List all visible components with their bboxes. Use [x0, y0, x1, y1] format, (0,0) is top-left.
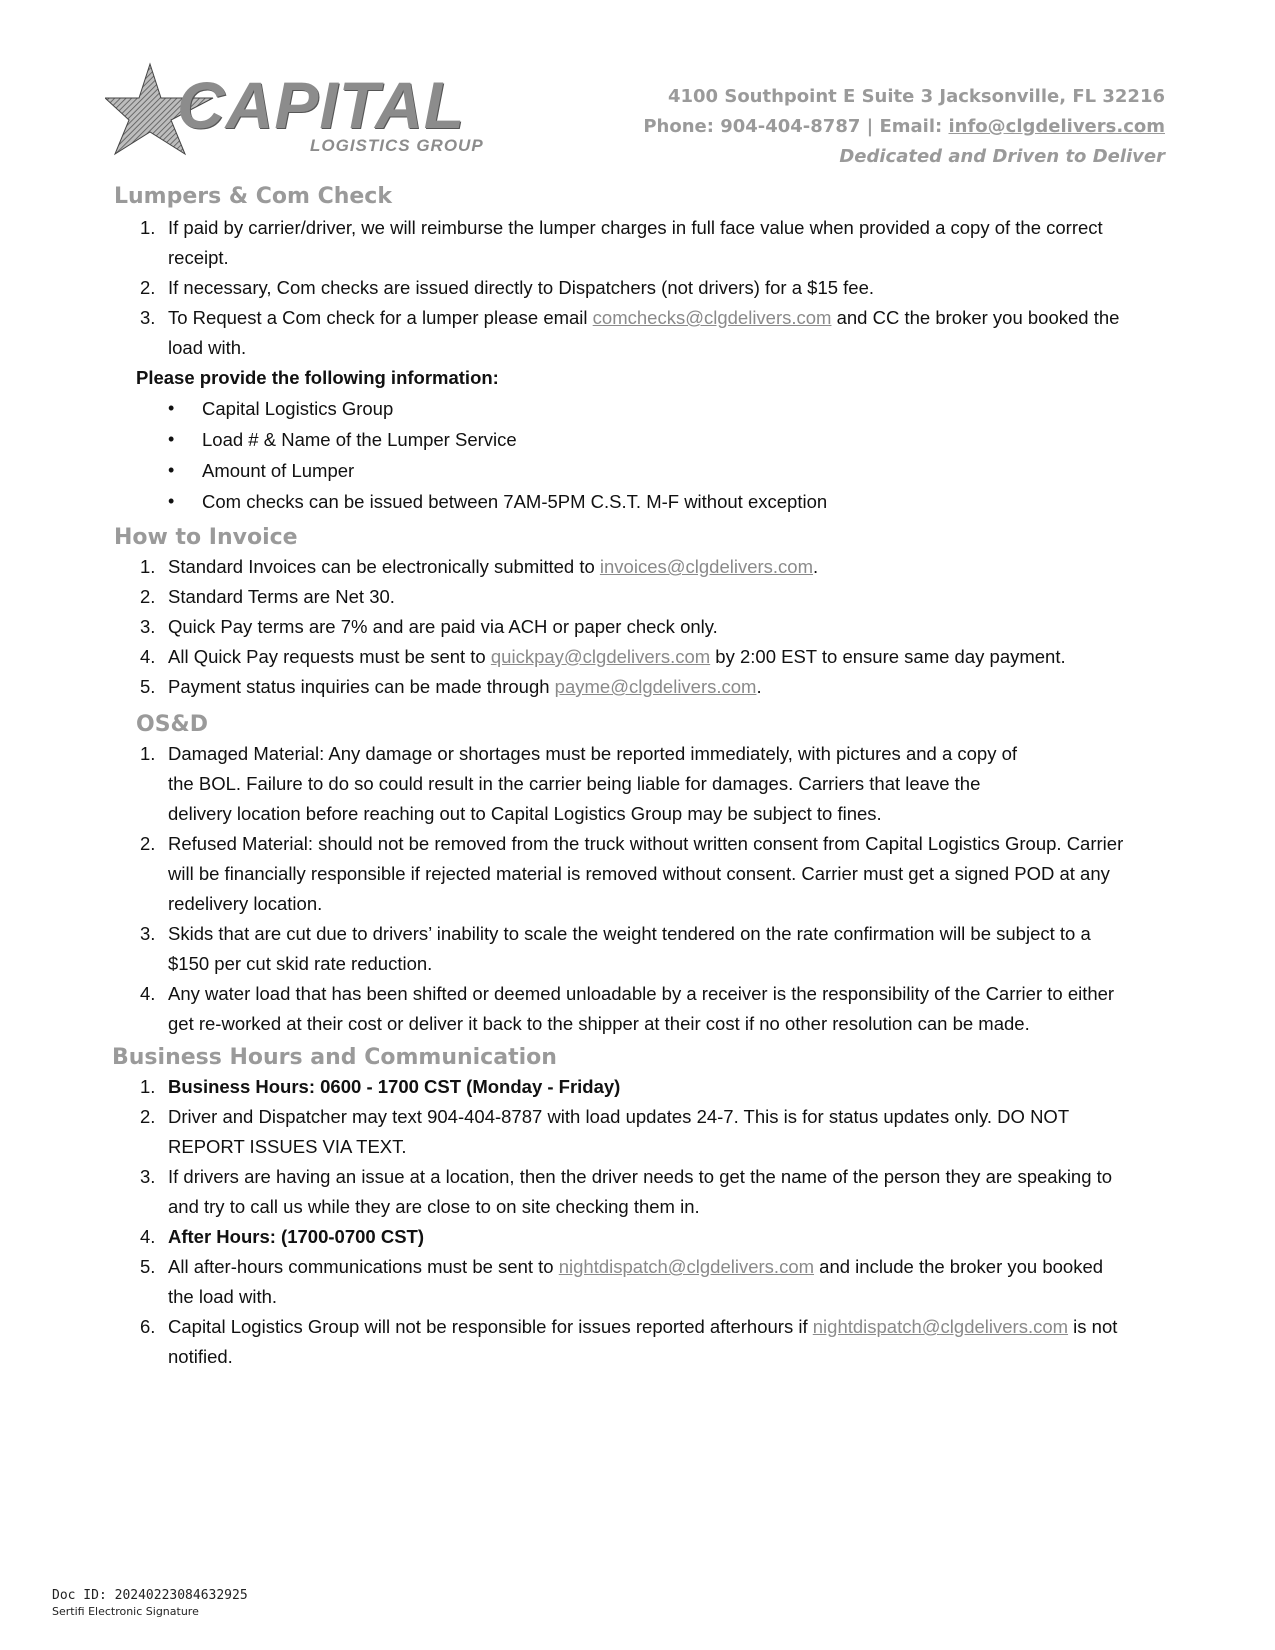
list-text: .: [756, 676, 762, 697]
list-text: Business Hours: 0600 - 1700 CST (Monday - Friday): [168, 1076, 621, 1097]
list-item: [0, 979, 1275, 1039]
list-item: [0, 672, 1275, 702]
list-text: Standard Invoices can be electronically submitted to: [168, 556, 600, 577]
list-text: Damaged Material: Any damage or shortages must be reported immediately, with pictures and a copy of the BOL. Failure to do so could result in the carrier being liable for damages. Carriers that leave the delivery location before reaching out to Capital Logistics Group may be subject to fines.: [168, 743, 1018, 824]
bullet-item: [0, 455, 1275, 486]
list-number: 2.: [140, 1106, 156, 1127]
section-title-lumpers: Lumpers & Com Check: [114, 184, 392, 209]
list-text: and CC the broker you booked the load with.: [168, 307, 1120, 358]
quickpay-email-link[interactable]: quickpay@clgdelivers.com: [490, 646, 711, 667]
info-subheading: Please provide the following information:: [136, 367, 499, 388]
list-text: If drivers are having an issue at a location, then the driver needs to get the name of the person they are speaking to and try to call us while they are close to on site checking them in.: [168, 1166, 1113, 1217]
nightdispatch-email-link[interactable]: nightdispatch@clgdelivers.com: [812, 1316, 1069, 1337]
list-text: If paid by carrier/driver, we will reimburse the lumper charges in full face value when provided a copy of the correct receipt.: [168, 217, 1103, 268]
list-number: 3.: [140, 923, 156, 944]
list-text: .: [813, 556, 819, 577]
list-number: 4.: [140, 1226, 156, 1247]
bullet-text: Load # & Name of the Lumper Service: [202, 429, 517, 450]
list-item: [0, 213, 1275, 273]
bullet-item: [0, 486, 1275, 517]
comchecks-email-link[interactable]: comchecks@clgdelivers.com: [592, 307, 832, 328]
document-body: [0, 184, 1275, 1372]
hours-list: [0, 1072, 1275, 1372]
list-number: 2.: [140, 277, 156, 298]
list-item: [0, 829, 1275, 919]
list-text: Quick Pay terms are 7% and are paid via ACH or paper check only.: [168, 616, 718, 637]
list-item: [0, 1072, 1275, 1102]
list-number: 3.: [140, 1166, 156, 1187]
section-title-hours: Business Hours and Communication: [112, 1045, 557, 1070]
invoices-email-link[interactable]: invoices@clgdelivers.com: [599, 556, 814, 577]
list-item: [0, 273, 1275, 303]
section-title-invoice: How to Invoice: [114, 525, 298, 550]
list-number: 2.: [140, 586, 156, 607]
list-text: Any water load that has been shifted or deemed unloadable by a receiver is the responsibility of the Carrier to either get re-worked at their cost or deliver it back to the shipper at their cost if no other resolution can be made.: [168, 983, 1115, 1034]
info-bullet-list: [0, 393, 1275, 517]
list-text: All Quick Pay requests must be sent to: [168, 646, 491, 667]
list-text: All after-hours communications must be sent to: [168, 1256, 559, 1277]
list-number: 5.: [140, 1256, 156, 1277]
section-title-osd: OS&D: [136, 712, 208, 737]
list-text: Capital Logistics Group will not be responsible for issues reported afterhours if: [168, 1316, 813, 1337]
list-number: 3.: [140, 616, 156, 637]
list-number: 1.: [140, 1076, 156, 1097]
list-text: If necessary, Com checks are issued directly to Dispatchers (not drivers) for a $15 fee.: [168, 277, 875, 298]
bullet-text: Com checks can be issued between 7AM-5PM C.S.T. M-F without exception: [202, 491, 828, 512]
list-number: 4.: [140, 646, 156, 667]
bullet-item: [0, 393, 1275, 424]
bullet-item: [0, 424, 1275, 455]
list-number: 3.: [140, 307, 156, 328]
list-item: [0, 642, 1275, 672]
bullet-text: Capital Logistics Group: [202, 398, 394, 419]
list-text: Standard Terms are Net 30.: [168, 586, 395, 607]
contact-line: [643, 112, 1165, 142]
list-number: 6.: [140, 1316, 156, 1337]
signature-label: Sertifi Electronic Signature: [52, 1605, 199, 1618]
list-item: [0, 1162, 1275, 1222]
list-item: [0, 739, 1275, 829]
document-footer: [52, 1588, 248, 1620]
list-item: [0, 1252, 1275, 1312]
list-text: Skids that are cut due to drivers’ inability to scale the weight tendered on the rate confirmation will be subject to a $150 per cut skid rate reduction.: [168, 923, 1091, 974]
list-number: 4.: [140, 983, 156, 1004]
list-item: [0, 1312, 1275, 1372]
list-item: [0, 303, 1275, 363]
bullet-icon: •: [168, 460, 175, 480]
company-logo: [105, 62, 485, 162]
osd-list: [0, 739, 1275, 1039]
bullet-icon: •: [168, 491, 175, 511]
list-text: Driver and Dispatcher may text 904-404-8787 with load updates 24-7. This is for status updates only. DO NOT REPORT ISSUES VIA TEXT.: [168, 1106, 1069, 1157]
list-number: 1.: [140, 743, 156, 764]
payme-email-link[interactable]: payme@clgdelivers.com: [554, 676, 757, 697]
list-number: 1.: [140, 556, 156, 577]
lumpers-list: [0, 213, 1275, 363]
list-item: [0, 1222, 1275, 1252]
bullet-text: Amount of Lumper: [202, 460, 355, 481]
list-number: 2.: [140, 833, 156, 854]
list-number: 5.: [140, 676, 156, 697]
doc-id: Doc ID: 20240223084632925: [52, 1588, 248, 1603]
nightdispatch-email-link[interactable]: nightdispatch@clgdelivers.com: [558, 1256, 815, 1277]
list-text: by 2:00 EST to ensure same day payment.: [710, 646, 1066, 667]
list-item: [0, 919, 1275, 979]
phone-text: Phone: 904-404-8787 | Email:: [643, 116, 949, 137]
invoice-list: [0, 552, 1275, 702]
email-link[interactable]: info@clgdelivers.com: [948, 116, 1165, 137]
list-text: and include the broker you booked the load with.: [168, 1256, 1104, 1307]
list-item: [0, 552, 1275, 582]
tagline: Dedicated and Driven to Deliver: [839, 146, 1165, 167]
list-item: [0, 582, 1275, 612]
bullet-icon: •: [168, 398, 175, 418]
bullet-icon: •: [168, 429, 175, 449]
header-contact: [643, 82, 1165, 172]
logo-subtitle: LOGISTICS GROUP: [310, 136, 484, 155]
list-number: 1.: [140, 217, 156, 238]
company-address: 4100 Southpoint E Suite 3 Jacksonville, FL 32216: [667, 86, 1165, 107]
list-text: After Hours: (1700-0700 CST): [168, 1226, 424, 1247]
list-text: To Request a Com check for a lumper please email: [168, 307, 593, 328]
list-text: is not notified.: [168, 1316, 1118, 1367]
list-text: Refused Material: should not be removed from the truck without written consent from Capital Logistics Group. Carrier will be financially responsible if rejected material is removed without consent. Carrier must get a signed POD at any redelivery location.: [168, 833, 1124, 914]
list-item: [0, 1102, 1275, 1162]
list-text: Payment status inquiries can be made through: [168, 676, 555, 697]
list-item: [0, 612, 1275, 642]
logo-wordmark: CAPITAL: [177, 68, 466, 142]
